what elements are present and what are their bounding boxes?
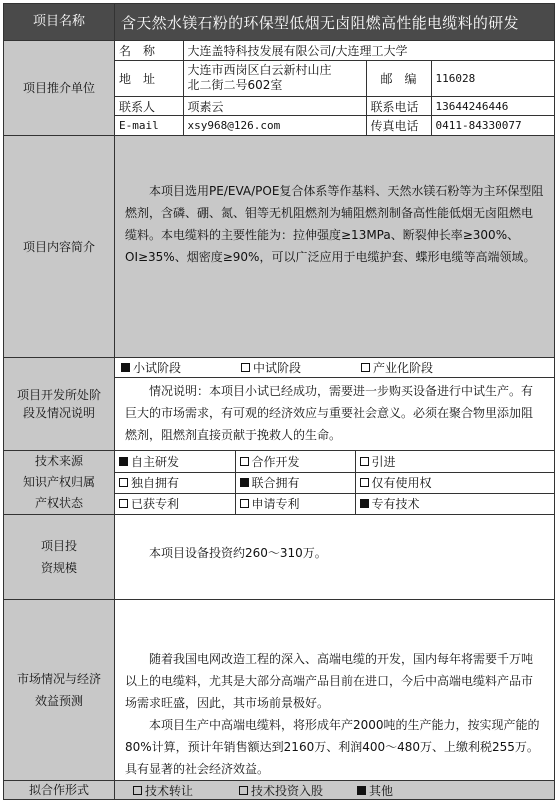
- checkbox-empty-icon: [240, 457, 249, 466]
- ip-option[interactable]: [355, 451, 554, 472]
- market-paragraph-1: 随着我国电网改造工程的深入、高端电缆的开发，国内每年将需要千万吨以上的电缆料，尤其是大部分高端产品目前在进口，今后中高端电缆料产品市场需求旺盛，因此，其市场前景极好。: [125, 652, 534, 710]
- checkbox-empty-icon: [360, 478, 369, 487]
- invest-label-line-2: 资规模: [40, 561, 77, 575]
- checkbox-empty-icon: [360, 457, 369, 466]
- address-value: [183, 60, 366, 96]
- coop-option-other[interactable]: [357, 782, 393, 799]
- phone-key: 联系电话: [366, 97, 431, 116]
- ip-option[interactable]: [235, 472, 355, 493]
- ip-option[interactable]: [355, 472, 554, 493]
- stage-option-pilot[interactable]: [241, 358, 361, 377]
- fax-value: 0411-84330077: [431, 116, 554, 135]
- checkbox-empty-icon: [361, 363, 370, 372]
- address-key: 地 址: [115, 60, 183, 96]
- checkbox-checked-icon: [119, 457, 128, 466]
- ip-option-label: 已获专利: [131, 497, 180, 512]
- stage-option-label: 产业化阶段: [373, 361, 434, 375]
- unit-label: 项目推介单位: [4, 41, 115, 136]
- unit-info-table: [115, 41, 554, 135]
- invest-label-line-1: 项目投: [40, 539, 77, 553]
- name-key: 名 称: [115, 41, 183, 60]
- ip-option[interactable]: [115, 493, 235, 514]
- market-label: [4, 600, 115, 781]
- stage-label-line-2: 段及情况说明: [22, 406, 95, 420]
- ip-option[interactable]: [115, 451, 235, 472]
- project-title: 含天然水镁石粉的环保型低烟无卤阻燃高性能电缆料的研发: [115, 4, 555, 41]
- address-line-2: 北二街二号602室: [187, 78, 283, 93]
- invest-label: [4, 515, 115, 600]
- stage-option-label: 小试阶段: [133, 361, 182, 375]
- coop-option-label: 其他: [369, 783, 394, 798]
- checkbox-checked-icon: [360, 499, 369, 508]
- ip-option-label: 自主研发: [131, 454, 180, 469]
- checkbox-empty-icon: [240, 499, 249, 508]
- ip-label: [4, 451, 115, 515]
- checkbox-empty-icon: [119, 478, 128, 487]
- ip-label-line-1: 技术来源: [34, 454, 83, 468]
- zip-key: 邮 编: [366, 60, 431, 96]
- coop-option-transfer[interactable]: [133, 782, 239, 799]
- ip-option-label: 联合拥有: [251, 476, 300, 490]
- contact-value: 项素云: [183, 97, 366, 116]
- stage-label-line-1: 项目开发所处阶: [16, 388, 101, 402]
- ip-option[interactable]: [235, 493, 355, 514]
- contact-key: 联系人: [115, 97, 183, 116]
- checkbox-empty-icon: [119, 499, 128, 508]
- stage-label: [4, 358, 115, 451]
- checkbox-empty-icon: [241, 363, 250, 372]
- stage-option-industrial[interactable]: [361, 358, 481, 377]
- stage-options: [115, 358, 554, 378]
- ip-option-label: 专有技术: [371, 497, 420, 512]
- ip-option-label: 仅有使用权: [371, 476, 432, 490]
- coop-label: 拟合作形式: [4, 781, 115, 800]
- project-name-label: 项目名称: [4, 4, 115, 41]
- fax-key: 传真电话: [366, 116, 431, 135]
- ip-label-line-3: 产权状态: [34, 496, 83, 510]
- coop-options: [115, 782, 554, 799]
- ip-option-label: 申请专利: [251, 497, 300, 512]
- address-line-1: 大连市西岗区白云新村山庄: [187, 63, 332, 78]
- coop-option-label: 技术转让: [145, 783, 194, 798]
- ip-option[interactable]: [235, 451, 355, 472]
- checkbox-checked-icon: [240, 478, 249, 487]
- ip-option[interactable]: [355, 493, 554, 514]
- stage-option-small[interactable]: [121, 358, 241, 377]
- ip-option-label: 合作开发: [251, 454, 300, 469]
- intro-label: 项目内容简介: [4, 136, 115, 358]
- market-paragraph-2: 本项目生产中高端电缆料，将形成年产2000吨的生产能力，按实现产能的80%计算，预计年销售额达到2160万、利润400～480万、上缴利税255万。具有显著的社会经济效益。: [125, 718, 540, 776]
- checkbox-checked-icon: [121, 363, 130, 372]
- intro-text: 本项目选用PE/EVA/POE复合体系等作基料、天然水镁石粉等为主环保型阻燃剂，含磷、硼、氮、钼等无机阻燃剂为辅阻燃剂制备高性能低烟无卤阻燃电缆料。本电缆料的主要性能为：拉伸强度≥13MPa、断裂伸长率≥300%、OI≥35%、烟密度≥90%，可以广泛应用于电缆护套、蝶形电缆等高端领域。: [125, 184, 544, 264]
- ip-options-table: [115, 451, 554, 514]
- market-label-line-1: 市场情况与经济: [16, 672, 101, 686]
- phone-value: 13644246446: [431, 97, 554, 116]
- project-table: [3, 3, 555, 800]
- market-label-line-2: 效益预测: [34, 694, 83, 708]
- coop-option-label: 技术投资入股: [251, 783, 324, 798]
- email-value: xsy968@126.com: [183, 116, 366, 135]
- ip-option-label: 独自拥有: [131, 476, 180, 490]
- coop-option-investment[interactable]: [239, 782, 357, 799]
- ip-option[interactable]: [115, 472, 235, 493]
- stage-option-label: 中试阶段: [253, 361, 302, 375]
- stage-text: 情况说明：本项目小试已经成功，需要进一步购买设备进行中试生产。有巨大的市场需求，有可观的经济效应与重要社会意义。必须在聚合物里添加阻燃剂，阻燃剂直接贡献于挽救人的生命。: [125, 384, 534, 442]
- zip-value: 116028: [431, 60, 554, 96]
- email-key: E-mail: [115, 116, 183, 135]
- invest-text: 本项目设备投资约260～310万。: [149, 546, 327, 560]
- name-value: 大连盖特科技发展有限公司/大连理工大学: [183, 41, 554, 60]
- ip-option-label: 引进: [371, 454, 396, 469]
- ip-label-line-2: 知识产权归属: [22, 475, 95, 489]
